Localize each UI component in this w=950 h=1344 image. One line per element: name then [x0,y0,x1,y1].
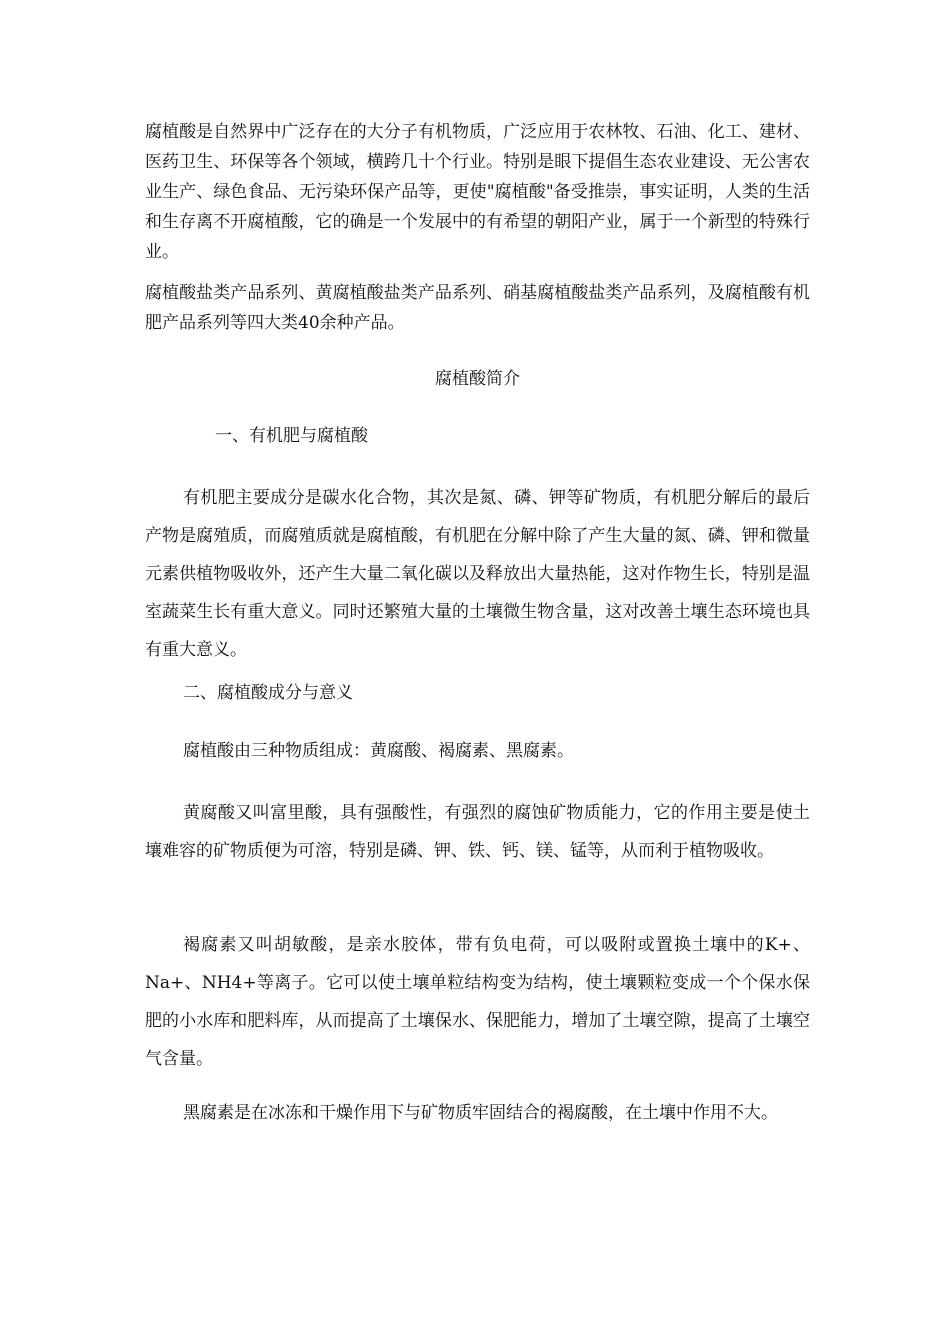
humin-paragraph: 黑腐素是在冰冻和干燥作用下与矿物质牢固结合的褐腐酸，在土壤中作用不大。 [183,1103,778,1123]
section1-paragraph: 有机肥主要成分是碳水化合物，其次是氮、磷、钾等矿物质，有机肥分解后的最后产物是腐殖质，而腐殖质就是腐植酸，有机肥在分解中除了产生大量的氮、磷、钾和微量元素供植物吸收外，还产生大量二氧化碳以及释放出大量热能，这对作物生长，特别是温室蔬菜生长有重大意义。同时还繁殖大量的土壤微生物含量，这对改善土壤生态环境也具有重大意义。 [145,488,810,660]
fulvic-acid-paragraph: 黄腐酸又叫富里酸，具有强酸性，有强烈的腐蚀矿物质能力，它的作用主要是使土壤难容的矿物质便为可溶，特别是磷、钾、铁、钙、镁、锰等，从而利于植物吸收。 [145,803,810,861]
section1-heading: 一、有机肥与腐植酸 [215,426,368,446]
section2-heading: 二、腐植酸成分与意义 [183,683,353,703]
products-paragraph: 腐植酸盐类产品系列、黄腐植酸盐类产品系列、硝基腐植酸盐类产品系列，及腐植酸有机肥产品系列等四大类40余种产品。 [145,283,810,333]
document-title: 腐植酸简介 [435,369,520,389]
humic-acid-paragraph: 褐腐素又叫胡敏酸，是亲水胶体，带有负电荷，可以吸附或置换土壤中的K+、Na+、NH4+等离子。它可以使土壤单粒结构变为结构，使土壤颗粒变成一个个保水保肥的小水库和肥料库，从而提高了土壤保水、保肥能力，增加了土壤空隙，提高了土壤空气含量。 [145,935,810,1069]
intro-paragraph: 腐植酸是自然界中广泛存在的大分子有机物质，广泛应用于农林牧、石油、化工、建材、医药卫生、环保等各个领域，横跨几十个行业。特别是眼下提倡生态农业建设、无公害农业生产、绿色食品、无污染环保产品等，更使"腐植酸"备受推崇，事实证明，人类的生活和生存离不开腐植酸，它的确是一个发展中的有希望的朝阳产业，属于一个新型的特殊行业。 [145,122,810,262]
composition-paragraph: 腐植酸由三种物质组成：黄腐酸、褐腐素、黑腐素。 [183,741,574,761]
